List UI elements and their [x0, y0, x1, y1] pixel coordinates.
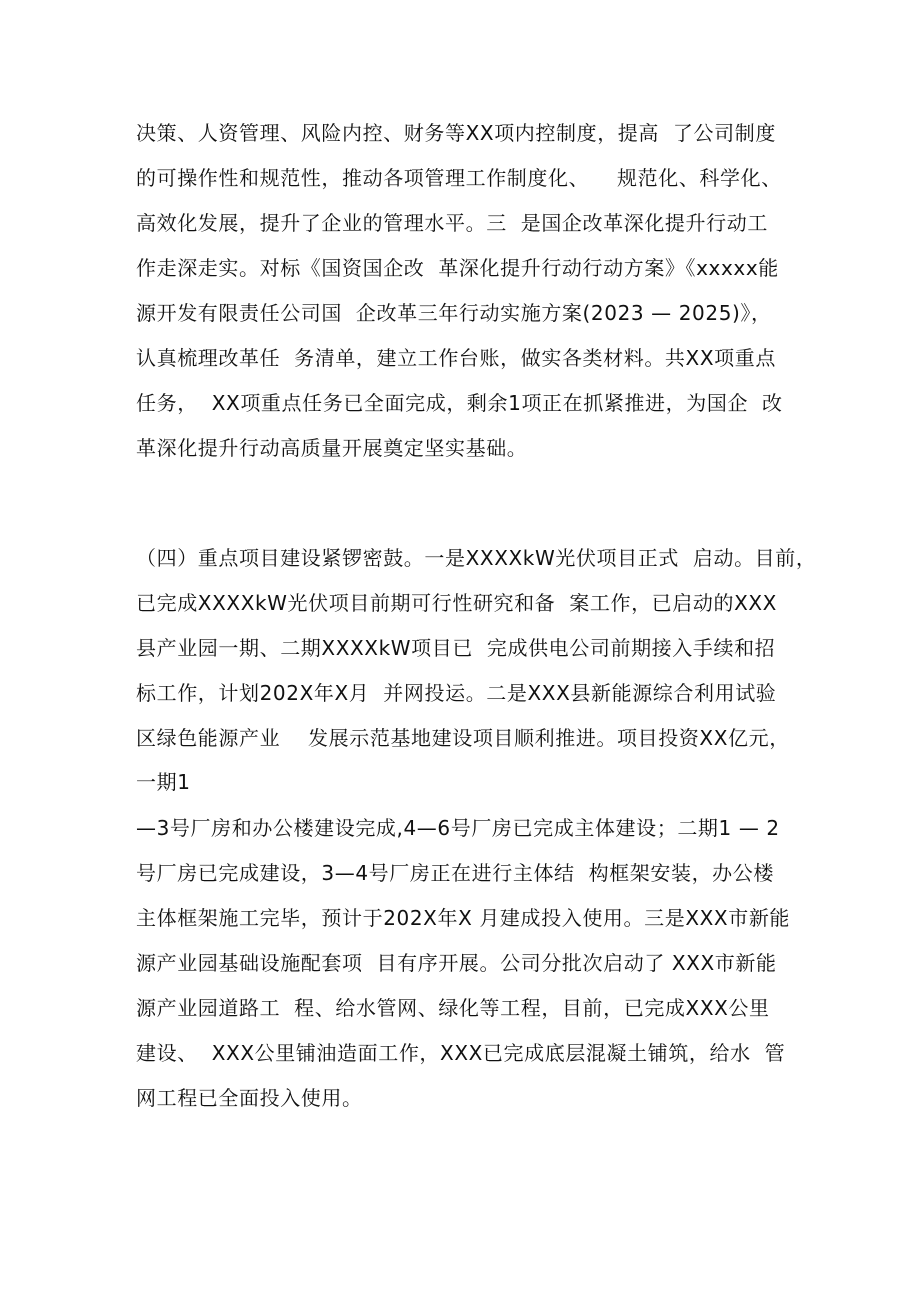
- paragraph-2-line-7: —3号厂房和办公楼建设完成,4—6号厂房已完成主体建设；二期1 — 2: [136, 816, 780, 840]
- paragraph-2-line-11: 源产业园道路工 程、给水管网、绿化等工程，目前，已完成XXX公里: [136, 996, 770, 1020]
- paragraph-1-line-7: 任务， XX项重点任务已全面完成，剩余1项正在抓紧推进，为国企 改: [136, 391, 783, 415]
- paragraph-2-line-2: 已完成XXXXkW光伏项目前期可行性研究和备 案工作，已启动的XXX: [136, 591, 777, 615]
- paragraph-2-line-6: 一期1: [136, 770, 191, 794]
- paragraph-2-line-3: 县产业园一期、二期XXXXkW项目已 完成供电公司前期接入手续和招: [136, 636, 776, 660]
- paragraph-1-line-8: 革深化提升行动高质量开展奠定坚实基础。: [136, 436, 528, 460]
- paragraph-1-line-2: 的可操作性和规范性，推动各项管理工作制度化、 规范化、科学化、: [136, 166, 782, 190]
- paragraph-2-line-12: 建设、 XXX公里铺油造面工作，XXX已完成底层混凝土铺筑，给水 管: [136, 1041, 786, 1065]
- paragraph-2-line-1: （四）重点项目建设紧锣密鼓。一是XXXXkW光伏项目正式 启动。目前，: [136, 546, 817, 570]
- paragraph-1-line-5: 源开发有限责任公司国 企改革三年行动实施方案(2023 — 2025)》，: [136, 301, 772, 325]
- paragraph-2-line-5: 区绿色能源产业 发展示范基地建设项目顺利推进。项目投资XX亿元，: [136, 726, 790, 750]
- paragraph-2-line-4: 标工作，计划202X年X月 并网投运。二是XXX县新能源综合利用试验: [136, 681, 777, 705]
- paragraph-2-line-10: 源产业园基础设施配套项 目有序开展。公司分批次启动了 XXX市新能: [136, 951, 777, 975]
- paragraph-1-line-1: 决策、人资管理、风险内控、财务等XX项内控制度，提高 了公司制度: [136, 121, 776, 145]
- paragraph-2-line-8: 号厂房已完成建设，3—4号厂房正在进行主体结 构框架安装，办公楼: [136, 861, 774, 885]
- paragraph-1-line-4: 作走深走实。对标《国资国企改 革深化提升行动行动方案》《xxxxx能: [136, 256, 779, 280]
- paragraph-1-line-3: 高效化发展，提升了企业的管理水平。三 是国企改革深化提升行动工: [136, 211, 768, 235]
- paragraph-1-line-6: 认真梳理改革任 务清单，建立工作台账，做实各类材料。共XX项重点: [136, 346, 776, 370]
- paragraph-2-line-9: 主体框架施工完毕，预计于202X年X 月建成投入使用。三是XXX市新能: [136, 906, 791, 930]
- paragraph-2-line-13: 网工程已全面投入使用。: [136, 1086, 363, 1110]
